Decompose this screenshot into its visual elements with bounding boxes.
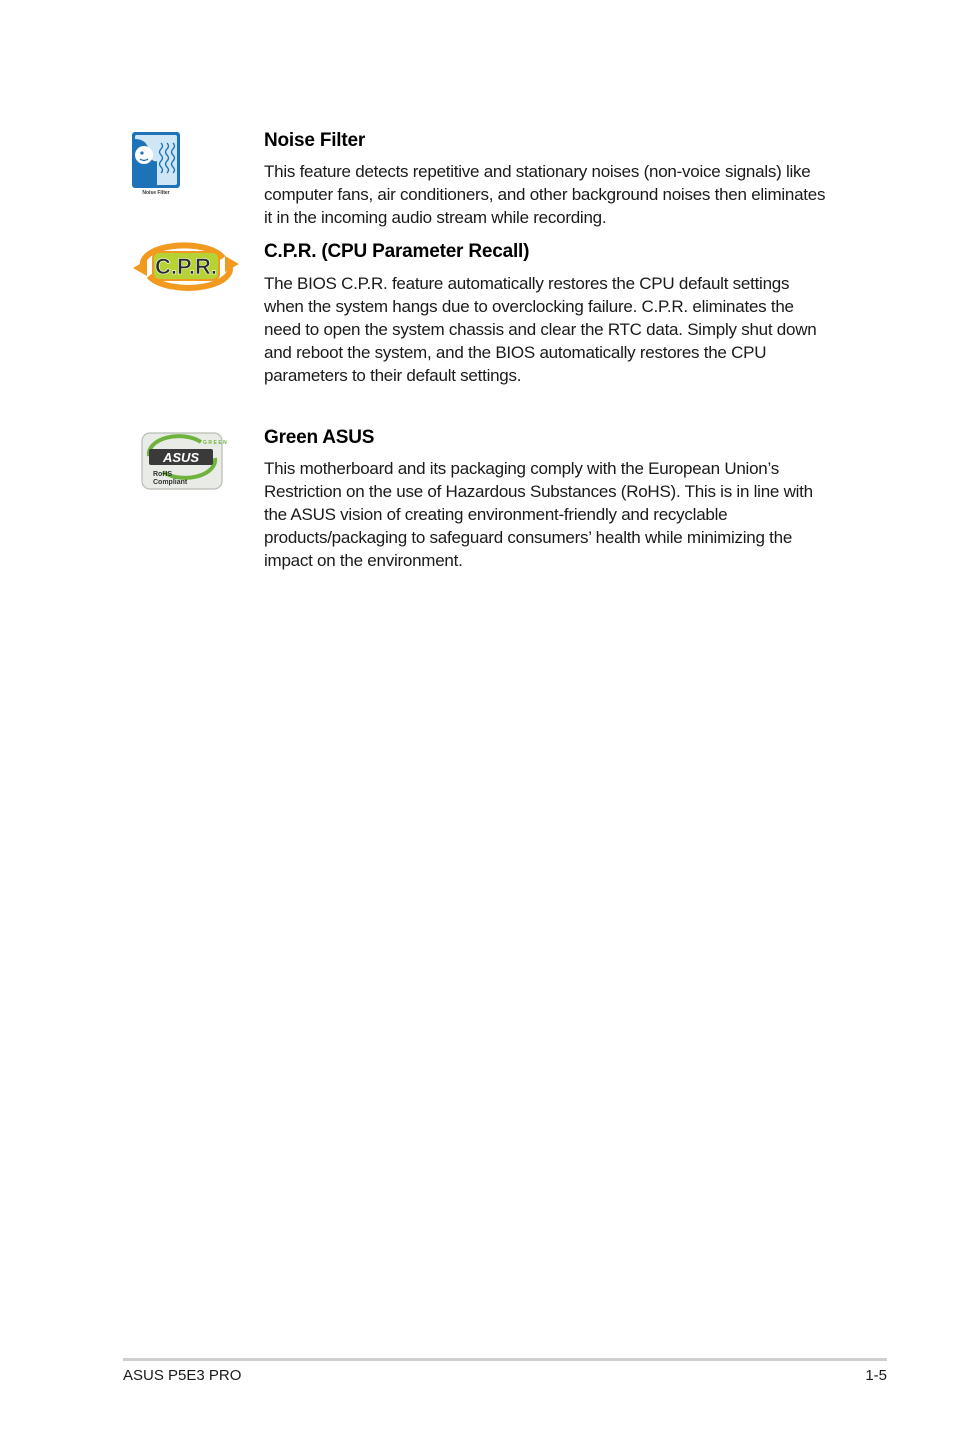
asus-wordmark: ASUS (162, 450, 200, 465)
noise-filter-logo-caption: Noise Filter (142, 190, 170, 196)
feature-description: This feature detects repetitive and stationary noises (non-voice signals) like computer fans, air conditioners, and other background noises then eliminates it in the incoming audio stream while recording. (264, 162, 826, 227)
cpr-logo-icon (131, 242, 241, 290)
green-asus-rohs-logo-icon (141, 432, 229, 490)
page-number: 1-5 (865, 1367, 887, 1384)
feature-title: Noise Filter (264, 130, 366, 151)
cpr-logo-text: C.P.R. (155, 254, 217, 279)
footer-product-name: ASUS P5E3 PRO (123, 1367, 242, 1384)
compliant-label: Compliant (153, 479, 188, 486)
feature-description: This motherboard and its packaging comply with the European Union’s Restriction on the use of Hazardous Substances (RoHS). This is in line with the ASUS vision of creating environment-friendly and recyclable products/packaging to safeguard consumers’ health while minimizing the impact on the environment. (264, 459, 813, 570)
green-label: GREEN (203, 440, 229, 446)
noise-filter-logo-icon (131, 131, 181, 197)
rohs-label: RoHS (153, 471, 173, 478)
feature-title: Green ASUS (264, 427, 375, 448)
feature-title: C.P.R. (CPU Parameter Recall) (264, 241, 530, 262)
feature-description: The BIOS C.P.R. feature automatically restores the CPU default settings when the system hangs due to overclocking failure. C.P.R. eliminates the need to open the system chassis and clear the RTC data. Simply shut down and reboot the system, and the BIOS automatically restores the CPU parameters to their default settings. (264, 274, 817, 385)
footer-divider (123, 1358, 887, 1361)
